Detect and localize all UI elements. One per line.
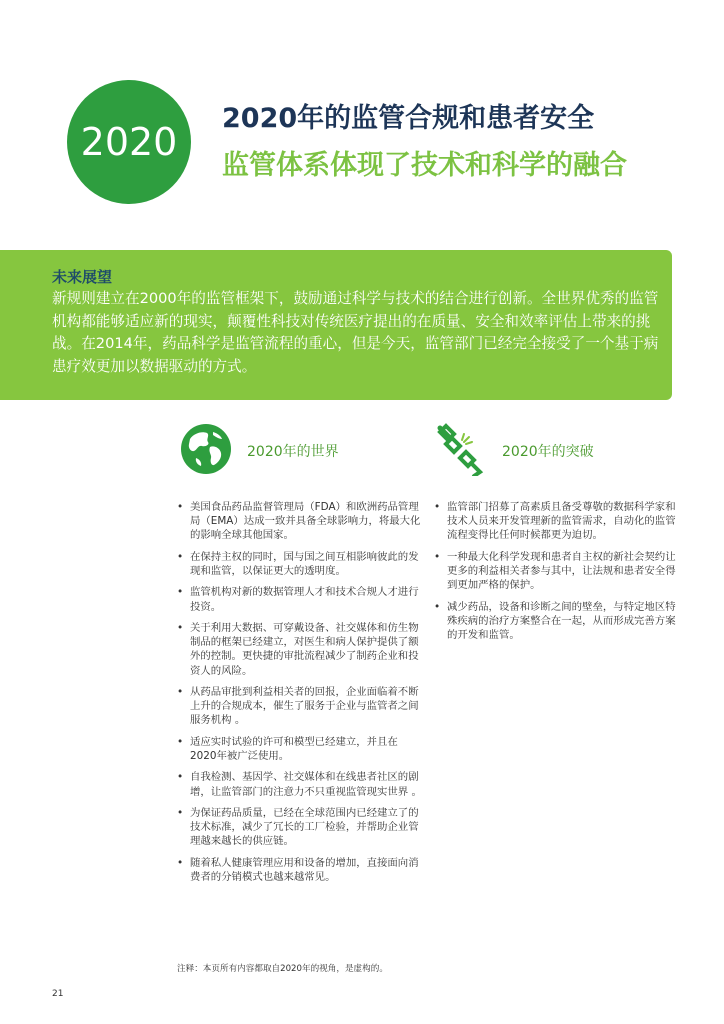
breakthrough-title: 2020年的突破 [502,444,594,460]
list-item: • 从药品审批到利益相关者的回报，企业面临着不断上升的合规成本，催生了服务于企业与监管者之间服务机构 。 [177,685,422,728]
list-item: • 适应实时试验的许可和模型已经建立，并且在2020年被广泛使用。 [177,735,422,763]
list-item: • 为保证药品质量，已经在全球范围内已经建立了的技术标准，减少了冗长的工厂检验，并帮助企业管理越来越长的供应链。 [177,806,422,849]
list-item: • 关于利用大数据、可穿戴设备、社交媒体和仿生物制品的框架已经建立，对医生和病人保护提供了额外的控制。更快捷的审批流程减少了制药企业和投资人的风险。 [177,621,422,678]
list-item: • 一种最大化科学发现和患者自主权的新社会契约让更多的利益相关者参与其中，让法规和患者安全得到更加严格的保护。 [434,550,679,593]
page-number: 21 [52,989,64,999]
outlook-heading: 未来展望 [52,268,113,286]
list-item: • 监管部门招募了高素质且备受尊敬的数据科学家和技术人员来开发管理新的监管需求，自动化的监管流程变得比任何时候都更为迫切。 [434,500,679,543]
list-item: • 自我检测、基因学、社交媒体和在线患者社区的剧增，让监管部门的注意力不只重视监管现实世界 。 [177,770,422,798]
list-item: • 美国食品药品监督管理局（FDA）和欧洲药品管理局（EMA）达成一致并具备全球影响力，将最大化的影响全球其他国家。 [177,500,422,543]
list-item: • 在保持主权的同时，国与国之间互相影响彼此的发现和监管，以保证更大的透明度。 [177,550,422,578]
list-item: • 随着私人健康管理应用和设备的增加，直接面向消费者的分销模式也越来越常见。 [177,856,422,884]
footnote: 注释：本页所有内容都取自2020年的视角，是虚构的。 [177,964,388,974]
world-title: 2020年的世界 [247,444,339,460]
outlook-body: 新规则建立在2000年的监管框架下，鼓励通过科学与技术的结合进行创新。全世界优秀的监管机构都能够适应新的现实，颠覆性科技对传统医疗提出的在质量、安全和效率评估上带来的挑战。在2014年，药品科学是监管流程的重心，但是今天，监管部门已经完全接受了一个基于病患疗效更加以数据驱动的方式。 [52,290,659,375]
broken-chain-icon [434,422,490,476]
list-item: • 监管机构对新的数据管理人才和技术合规人才进行投资。 [177,585,422,613]
world-list [177,500,422,891]
breakthrough-list [434,500,679,649]
globe-icon [180,423,232,475]
page-title: 2020年的监管合规和患者安全 [222,103,595,134]
year-circle [67,80,191,204]
page-subtitle: 监管体系体现了技术和科学的融合 [222,150,627,181]
list-item: • 减少药品，设备和诊断之间的壁垒，与特定地区特殊疾病的治疗方案整合在一起，从而形成完善方案的开发和监管。 [434,600,679,643]
year-label: 2020 [80,120,178,164]
